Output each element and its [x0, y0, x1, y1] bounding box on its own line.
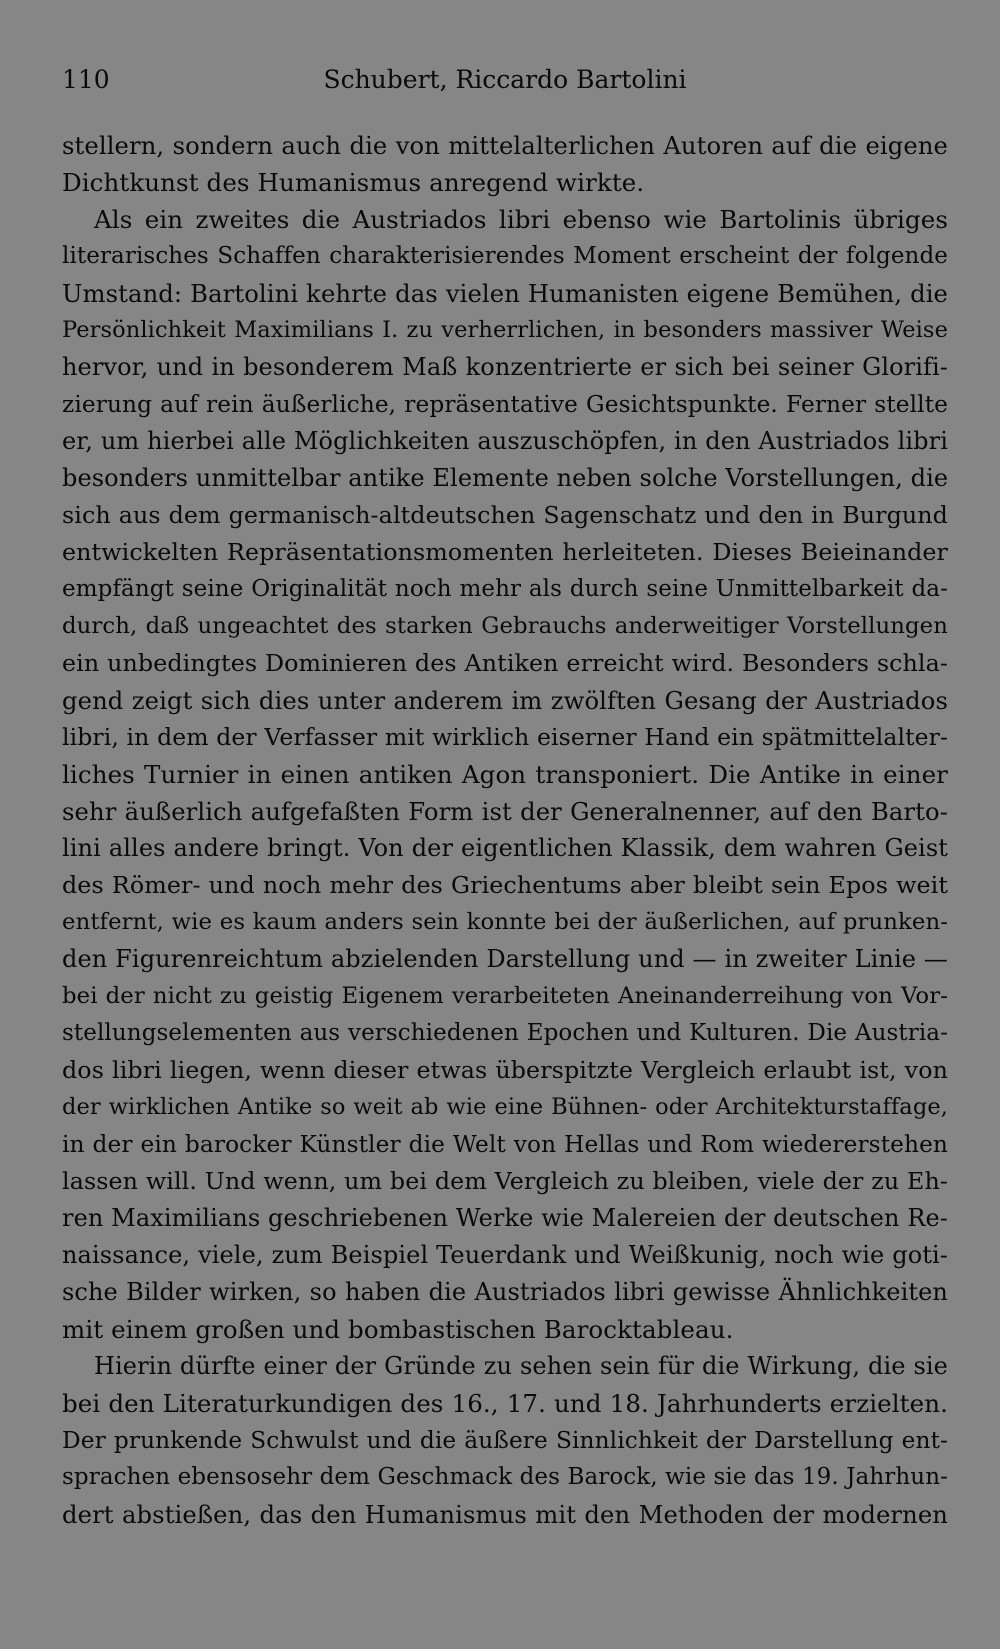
text-line: sche Bilder wirken, so haben die Austriados libri gewisse Ähnlichkeiten — [62, 1278, 948, 1306]
text-line: libri, in dem der Verfasser mit wirklich eiserner Hand ein spätmittelalter- — [62, 723, 948, 751]
text-line: stellungselementen aus verschiedenen Epochen und Kulturen. Die Austria- — [62, 1020, 948, 1046]
text-line: dos libri liegen, wenn dieser etwas überspitzte Vergleich erlaubt ist, von — [62, 1056, 948, 1084]
text-line: zierung auf rein äußerliche, repräsentative Gesichtspunkte. Ferner stellte — [62, 391, 948, 418]
page-number: 110 — [62, 65, 110, 94]
paragraph — [62, 201, 948, 1348]
running-title: Schubert, Riccardo Bartolini — [323, 65, 687, 94]
text-line: sprachen ebensosehr dem Geschmack des Barock, wie sie das 19. Jahrhun- — [62, 1464, 948, 1490]
text-line: naissance, viele, zum Beispiel Teuerdank und Weißkunig, noch wie goti- — [62, 1241, 948, 1269]
text-line: Hierin dürfte einer der Gründe zu sehen sein für die Wirkung, die sie — [94, 1352, 948, 1380]
text-line: Dichtkunst des Humanismus anregend wirkte. — [62, 168, 645, 197]
text-line: ein unbedingtes Dominieren des Antiken erreicht wird. Besonders schla- — [62, 649, 948, 677]
text-line: dert abstießen, das den Humanismus mit den Methoden der modernen — [62, 1500, 948, 1529]
text-line: Persönlichkeit Maximilians I. zu verherrlichen, in besonders massiver Weise — [62, 317, 948, 343]
paragraph — [62, 1348, 948, 1533]
text-line: ren Maximilians geschriebenen Werke wie Malereien der deutschen Re- — [62, 1204, 948, 1232]
text-line: durch, daß ungeachtet des starken Gebrauchs anderweitiger Vorstellungen — [62, 613, 948, 639]
text-line: mit einem großen und bombastischen Barocktableau. — [62, 1315, 734, 1344]
text-line: Als ein zweites die Austriados libri ebenso wie Bartolinis übriges — [94, 205, 948, 234]
text-line: lassen will. Und wenn, um bei dem Vergleich zu bleiben, viele der zu Eh- — [62, 1167, 948, 1195]
body-text — [62, 127, 948, 1533]
text-line: Der prunkende Schwulst und die äußere Sinnlichkeit der Darstellung ent- — [62, 1427, 948, 1454]
text-line: besonders unmittelbar antike Elemente neben solche Vorstellungen, die — [62, 464, 949, 492]
text-line: er, um hierbei alle Möglichkeiten auszuschöpfen, in den Austriados libri — [62, 427, 948, 455]
text-line: bei der nicht zu geistig Eigenem verarbeiteten Aneinanderreihung von Vor- — [62, 983, 948, 1009]
text-line: in der ein barocker Künstler die Welt von Hellas und Rom wiedererstehen — [62, 1131, 948, 1158]
text-line: lini alles andere bringt. Von der eigentlichen Klassik, dem wahren Geist — [62, 834, 948, 862]
text-line: stellern, sondern auch die von mittelalterlichen Autoren auf die eigene — [62, 131, 948, 160]
text-line: den Figurenreichtum abzielenden Darstellung und — in zweiter Linie — — [62, 945, 948, 973]
text-line: bei den Literaturkundigen des 16., 17. und 18. Jahrhunderts erzielten. — [62, 1389, 948, 1418]
running-head — [62, 60, 948, 100]
text-line: des Römer- und noch mehr des Griechentums aber bleibt sein Epos weit — [62, 871, 948, 899]
text-line: literarisches Schaffen charakterisierendes Moment erscheint der folgende — [62, 243, 948, 269]
text-line: hervor, und in besonderem Maß konzentrierte er sich bei seiner Glorifi- — [62, 353, 948, 381]
text-line: liches Turnier in einen antiken Agon transponiert. Die Antike in einer — [62, 760, 948, 789]
text-line: der wirklichen Antike so weit ab wie eine Bühnen- oder Architekturstaffage, — [62, 1094, 948, 1120]
text-line: empfängt seine Originalität noch mehr als durch seine Unmittelbarkeit da- — [62, 576, 948, 602]
text-line: gend zeigt sich dies unter anderem im zwölften Gesang der Austriados — [62, 686, 948, 715]
paragraph — [62, 127, 948, 201]
text-line: entwickelten Repräsentationsmomenten herleiteten. Dieses Beieinander — [62, 538, 948, 566]
text-line: sich aus dem germanisch-altdeutschen Sagenschatz und den in Burgund — [62, 501, 948, 529]
text-line: Umstand: Bartolini kehrte das vielen Humanisten eigene Bemühen, die — [62, 279, 948, 308]
text-line: entfernt, wie es kaum anders sein konnte bei der äußerlichen, auf prunken- — [62, 909, 948, 935]
text-line: sehr äußerlich aufgefaßten Form ist der Generalnenner, auf den Barto- — [62, 797, 948, 826]
